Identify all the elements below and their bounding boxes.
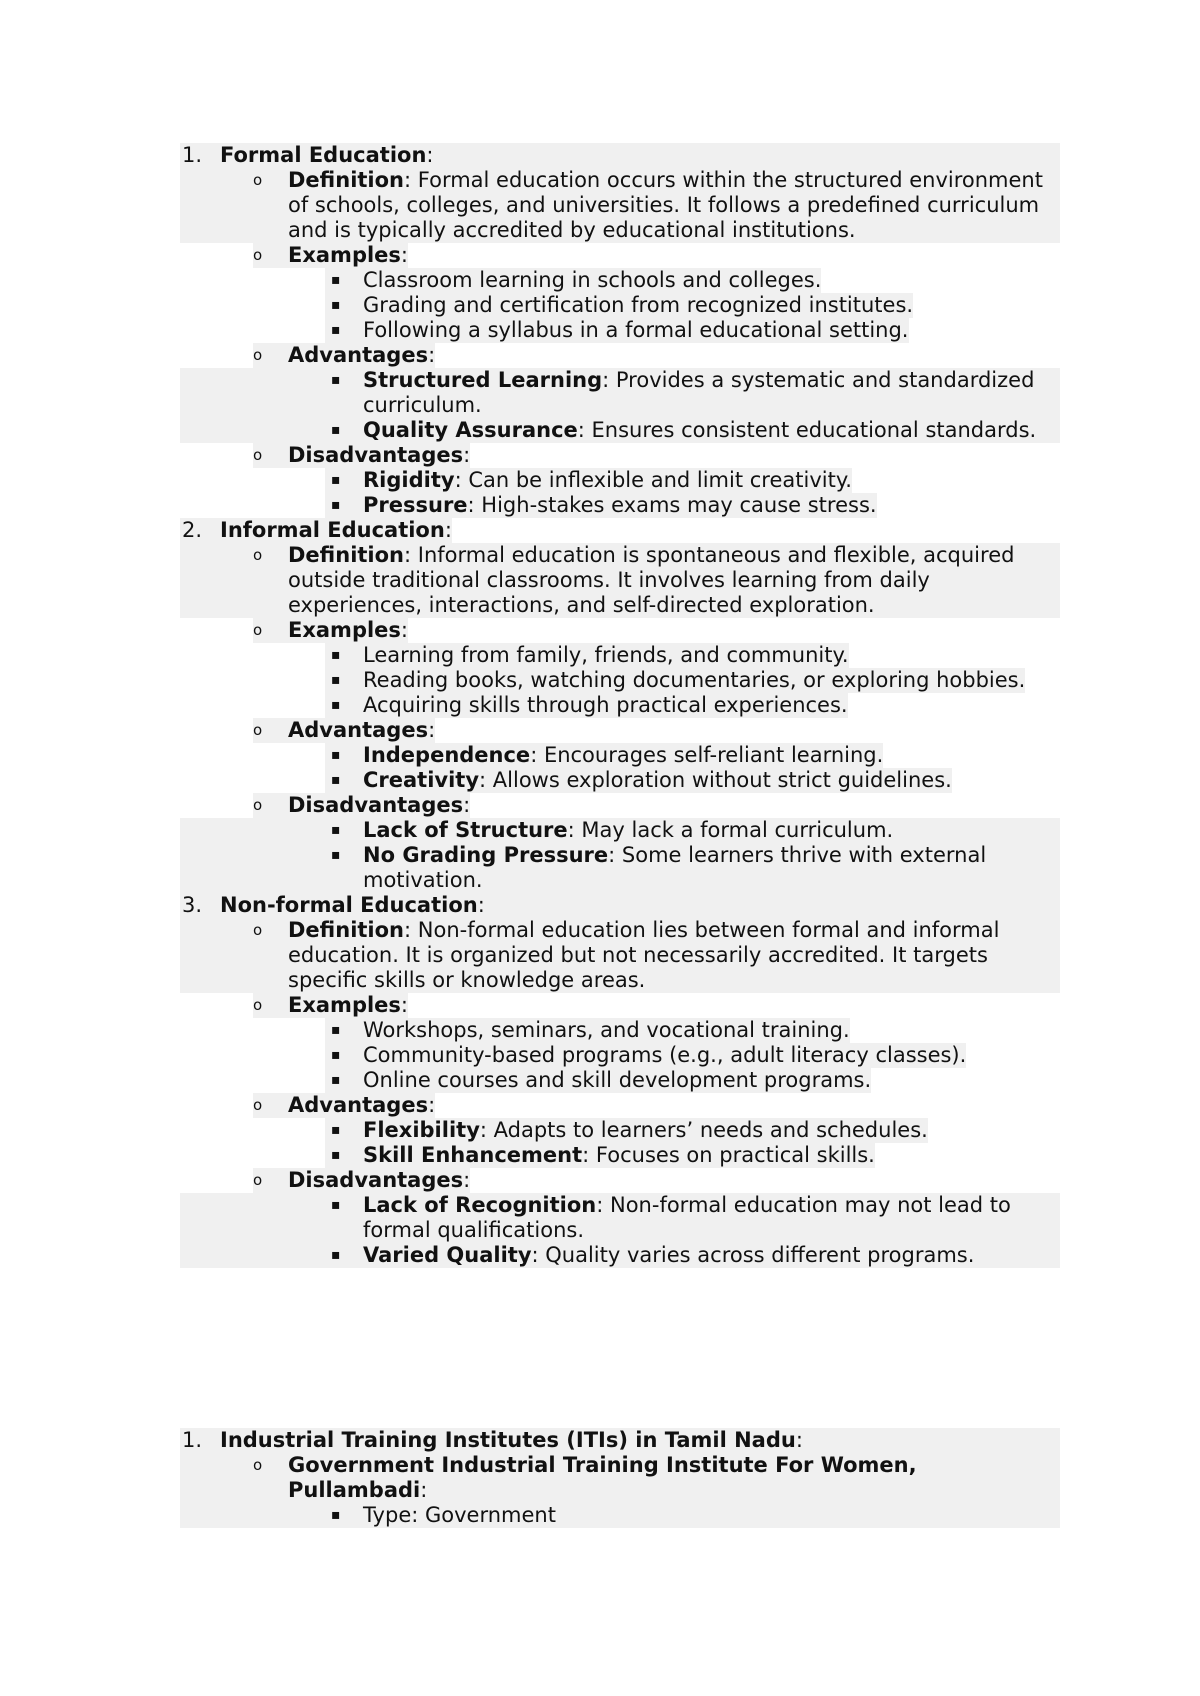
heading-informal-education: Informal Education (220, 518, 445, 542)
circle-bullet-icon: o (253, 243, 288, 268)
square-bullet-icon: ▪ (325, 293, 363, 318)
list-item-iti: 1. Industrial Training Institutes (ITIs) in Tamil Nadu: (180, 1428, 1060, 1453)
list-item (180, 1068, 1060, 1093)
circle-bullet-icon: o (253, 718, 288, 743)
square-bullet-icon: ▪ (325, 1043, 363, 1068)
disadvantages-label: Disadvantages (288, 443, 464, 467)
example-text: Following a syllabus in a formal educational setting. (363, 318, 909, 342)
list-item (180, 318, 1060, 343)
list-item: ▪ Structured Learning: Provides a systematic and standardized (180, 368, 1060, 393)
circle-bullet-icon: o (253, 443, 288, 468)
list-item: ▪ Quality Assurance: Ensures consistent educational standards. (180, 418, 1060, 443)
square-bullet-icon: ▪ (331, 822, 341, 838)
list-item-continuation: curriculum. (180, 393, 1060, 418)
list-number: 3. (182, 893, 203, 917)
square-bullet-icon: ▪ (325, 768, 363, 793)
list-item-continuation: motivation. (180, 868, 1060, 893)
examples-label: Examples (288, 993, 401, 1017)
example-text: Workshops, seminars, and vocational training. (363, 1018, 850, 1042)
definition-item (180, 168, 1060, 193)
example-text: Community-based programs (e.g., adult literacy classes). (363, 1043, 967, 1067)
list-item (180, 268, 1060, 293)
square-bullet-icon: ▪ (325, 693, 363, 718)
disadvantages-item: o Disadvantages: (253, 443, 471, 467)
list-item (180, 1018, 1060, 1043)
advantages-item: o Advantages: (253, 343, 436, 367)
square-bullet-icon: ▪ (331, 847, 341, 863)
list-item: ▪ Independence: Encourages self-reliant learning. (180, 743, 1060, 768)
education-types-list (180, 143, 1060, 1268)
example-text: Learning from family, friends, and community. (363, 643, 849, 667)
iti-list (180, 1428, 1060, 1528)
circle-bullet-icon: o (253, 618, 288, 643)
definition-text: : Non-formal education lies between formal and informal (404, 918, 1000, 942)
square-bullet-icon: ▪ (325, 493, 363, 518)
disadvantages-label: Disadvantages (288, 793, 464, 817)
examples-item: o Examples: (253, 993, 408, 1017)
definition-continuation: specific skills or knowledge areas. (180, 968, 1060, 993)
list-item-continuation: formal qualifications. (180, 1218, 1060, 1243)
definition-label: Definition (288, 918, 405, 942)
square-bullet-icon: ▪ (325, 668, 363, 693)
circle-bullet-icon: o (253, 1168, 288, 1193)
square-bullet-icon: ▪ (325, 1143, 363, 1168)
examples-label: Examples (288, 618, 401, 642)
square-bullet-icon: ▪ (325, 1118, 363, 1143)
list-item: ▪ Pressure: High-stakes exams may cause stress. (180, 493, 1060, 518)
square-bullet-icon: ▪ (325, 1018, 363, 1043)
circle-bullet-icon: o (253, 546, 263, 564)
example-text: Classroom learning in schools and colleges. (363, 268, 822, 292)
example-text: Reading books, watching documentaries, or exploring hobbies. (363, 668, 1026, 692)
definition-text: : Informal education is spontaneous and flexible, acquired (404, 543, 1015, 567)
institute-type: Type: Government (363, 1503, 556, 1527)
list-item-formal-education: 1. Formal Education: (180, 143, 1060, 168)
examples-label: Examples (288, 243, 401, 267)
list-number: 2. (180, 518, 220, 543)
list-item: ▪ No Grading Pressure: Some learners thrive with external (180, 843, 1060, 868)
circle-bullet-icon: o (253, 1093, 288, 1118)
institute-name-continuation: Pullambadi : (180, 1478, 1060, 1503)
list-item (180, 643, 1060, 668)
definition-text: : Formal education occurs within the structured environment (404, 168, 1043, 192)
square-bullet-icon: ▪ (325, 268, 363, 293)
list-item: ▪ Lack of Structure: May lack a formal curriculum. (180, 818, 1060, 843)
advantages-label: Advantages (288, 343, 429, 367)
list-item-nonformal-education: 3. Non-formal Education: (180, 893, 1060, 918)
example-text: Acquiring skills through practical experiences. (363, 693, 848, 717)
square-bullet-icon: ▪ (331, 1507, 341, 1523)
square-bullet-icon: ▪ (325, 1068, 363, 1093)
definition-continuation: and is typically accredited by educational institutions. (180, 218, 1060, 243)
square-bullet-icon: ▪ (325, 318, 363, 343)
list-item (180, 1043, 1060, 1068)
square-bullet-icon: ▪ (331, 372, 341, 388)
definition-continuation: education. It is organized but not necessarily accredited. It targets (180, 943, 1060, 968)
list-item (180, 1503, 1060, 1528)
list-number: 1. (182, 1428, 203, 1452)
square-bullet-icon: ▪ (325, 468, 363, 493)
definition-item (180, 543, 1060, 568)
list-item (180, 668, 1060, 693)
list-item: ▪ Rigidity: Can be inflexible and limit creativity. (180, 468, 1060, 493)
circle-bullet-icon: o (253, 921, 263, 939)
example-text: Online courses and skill development programs. (363, 1068, 872, 1092)
disadvantages-label: Disadvantages (288, 1168, 464, 1192)
advantages-item: o Advantages: (253, 1093, 436, 1117)
definition-label: Definition (288, 543, 405, 567)
list-item: ▪ Varied Quality: Quality varies across different programs. (180, 1243, 1060, 1268)
examples-item: o Examples: (253, 618, 408, 642)
heading-nonformal-education: Non-formal Education (220, 893, 478, 917)
definition-continuation: experiences, interactions, and self-directed exploration. (180, 593, 1060, 618)
square-bullet-icon: ▪ (325, 643, 363, 668)
examples-item: o Examples: (253, 243, 408, 267)
list-item: ▪ Lack of Recognition: Non-formal education may not lead to (180, 1193, 1060, 1218)
square-bullet-icon: ▪ (325, 743, 363, 768)
heading-iti: Industrial Training Institutes (ITIs) in Tamil Nadu (220, 1428, 796, 1452)
definition-item (180, 918, 1060, 943)
square-bullet-icon: ▪ (331, 1197, 341, 1213)
circle-bullet-icon: o (253, 171, 263, 189)
example-text: Grading and certification from recognized institutes. (363, 293, 914, 317)
definition-continuation: outside traditional classrooms. It involves learning from daily (180, 568, 1060, 593)
circle-bullet-icon: o (253, 793, 288, 818)
circle-bullet-icon: o (253, 343, 288, 368)
circle-bullet-icon: o (253, 1456, 263, 1474)
circle-bullet-icon: o (253, 993, 288, 1018)
advantages-item: o Advantages: (253, 718, 436, 742)
list-item: ▪ Skill Enhancement: Focuses on practical skills. (180, 1143, 1060, 1168)
list-item: ▪ Creativity: Allows exploration without strict guidelines. (180, 768, 1060, 793)
institute-name: Government Industrial Training Institute For Women, (288, 1453, 917, 1477)
disadvantages-item: o Disadvantages: (253, 793, 471, 817)
institute-item (180, 1453, 1060, 1478)
advantages-label: Advantages (288, 718, 429, 742)
list-item (180, 293, 1060, 318)
advantages-label: Advantages (288, 1093, 429, 1117)
list-item (180, 693, 1060, 718)
heading-formal-education: Formal Education (220, 143, 427, 167)
square-bullet-icon: ▪ (331, 422, 341, 438)
list-item: ▪ Flexibility: Adapts to learners’ needs and schedules. (180, 1118, 1060, 1143)
definition-label: Definition (288, 168, 405, 192)
disadvantages-item: o Disadvantages: (253, 1168, 471, 1192)
list-number: 1. (182, 143, 203, 167)
definition-continuation: of schools, colleges, and universities. It follows a predefined curriculum (180, 193, 1060, 218)
list-item-informal-education: 2. Informal Education: (182, 518, 452, 542)
square-bullet-icon: ▪ (331, 1247, 341, 1263)
